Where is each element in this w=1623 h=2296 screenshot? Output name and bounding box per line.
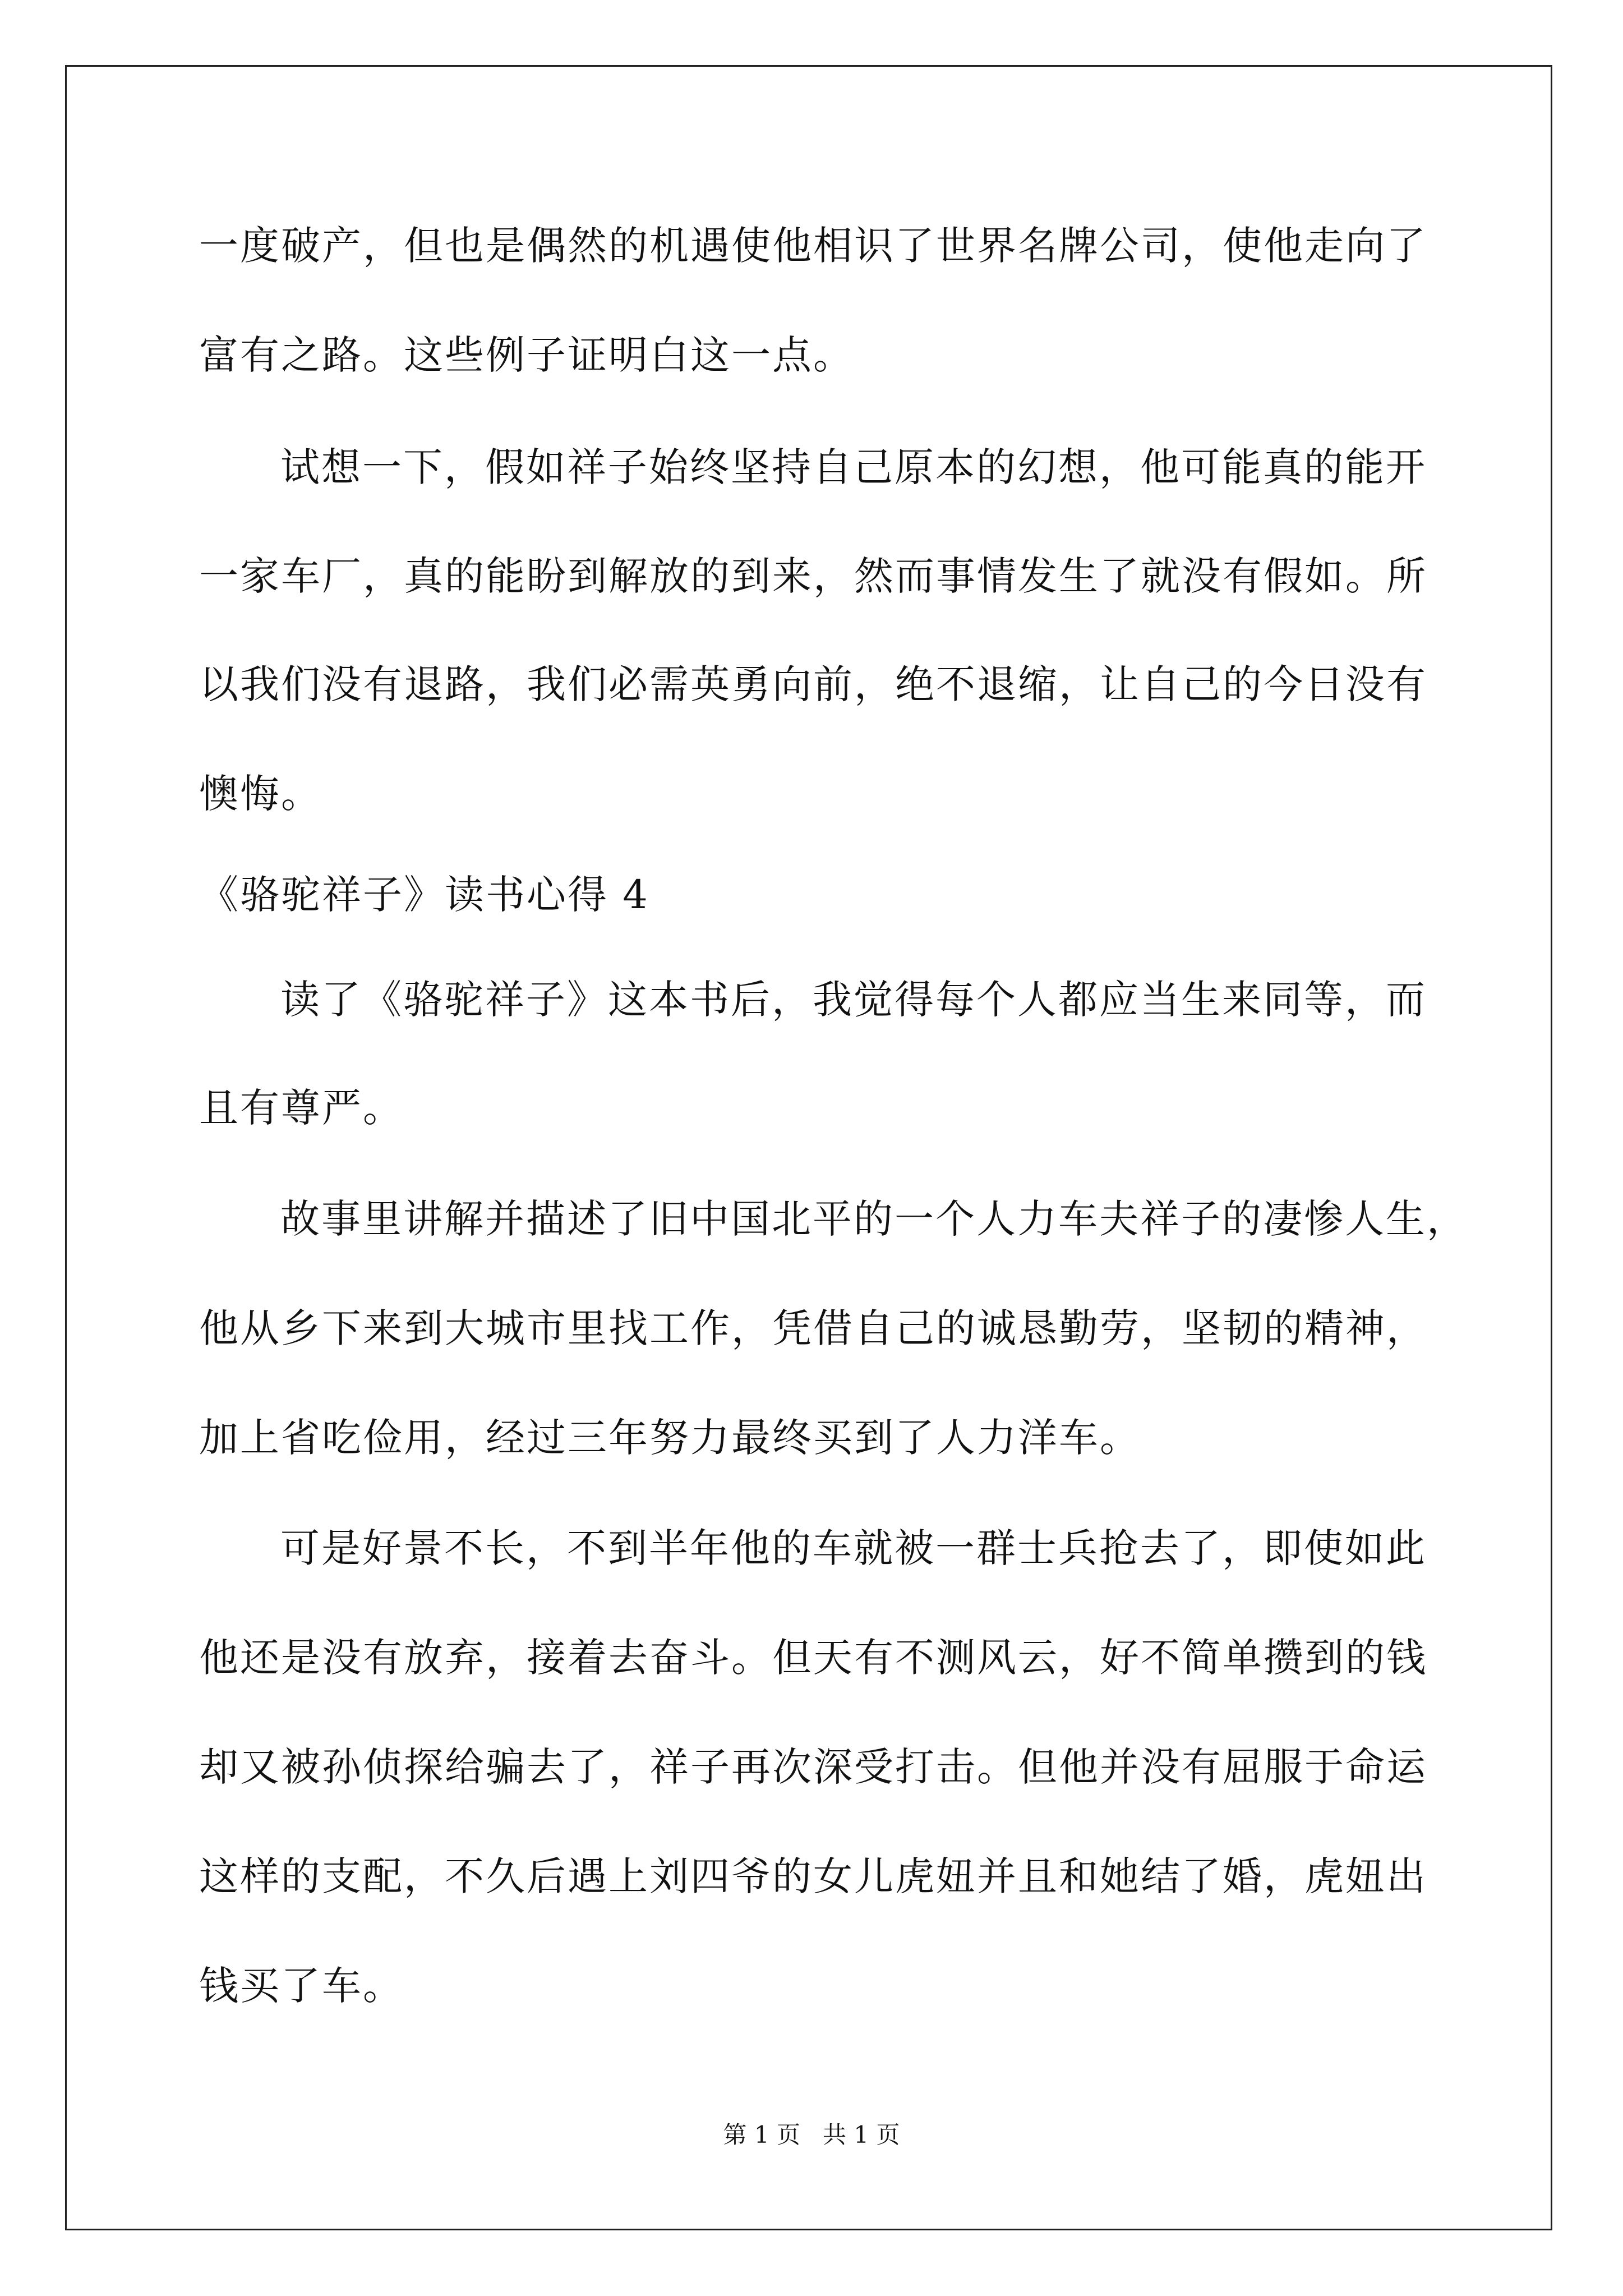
page-border xyxy=(65,65,1552,2230)
text-line: 一度破产，但也是偶然的机遇使他相识了世界名牌公司，使他走向了 xyxy=(199,223,1427,269)
text-line: 加上省吃俭用，经过三年努力最终买到了人力洋车。 xyxy=(199,1415,1141,1461)
text-line: 富有之路。这些例子证明白这一点。 xyxy=(199,332,854,378)
text-line: 他从乡下来到大城市里找工作，凭借自己的诚恳勤劳，坚韧的精神， xyxy=(199,1305,1427,1351)
text-line: 以我们没有退路，我们必需英勇向前，绝不退缩，让自己的今日没有 xyxy=(199,661,1427,707)
text-line: 他还是没有放弃，接着去奋斗。但天有不测风云，好不简单攒到的钱 xyxy=(199,1635,1427,1681)
paragraph-start: 故事里讲解并描述了旧中国北平的一个人力车夫祥子的凄惨人生， xyxy=(280,1196,1468,1242)
text-line: 这样的支配，不久后遇上刘四爷的女儿虎妞并且和她结了婚，虎妞出 xyxy=(199,1853,1427,1899)
paragraph-start: 可是好景不长，不到半年他的车就被一群士兵抢去了，即使如此 xyxy=(280,1525,1427,1571)
text-line: 钱买了车。 xyxy=(199,1963,404,2009)
paragraph-start: 试想一下，假如祥子始终坚持自己原本的幻想，他可能真的能开 xyxy=(280,444,1427,490)
section-heading: 《骆驼祥子》读书心得 4 xyxy=(199,872,649,918)
text-line: 懊悔。 xyxy=(199,771,322,817)
text-line: 且有尊严。 xyxy=(199,1085,404,1131)
text-line: 却又被孙侦探给骗去了，祥子再次深受打击。但他并没有屈服于命运 xyxy=(199,1744,1427,1790)
text-line: 一家车厂，真的能盼到解放的到来，然而事情发生了就没有假如。所 xyxy=(199,553,1427,599)
paragraph-start: 读了《骆驼祥子》这本书后，我觉得每个人都应当生来同等，而 xyxy=(280,977,1427,1023)
page-footer: 第 1 页 共 1 页 xyxy=(723,2121,900,2148)
